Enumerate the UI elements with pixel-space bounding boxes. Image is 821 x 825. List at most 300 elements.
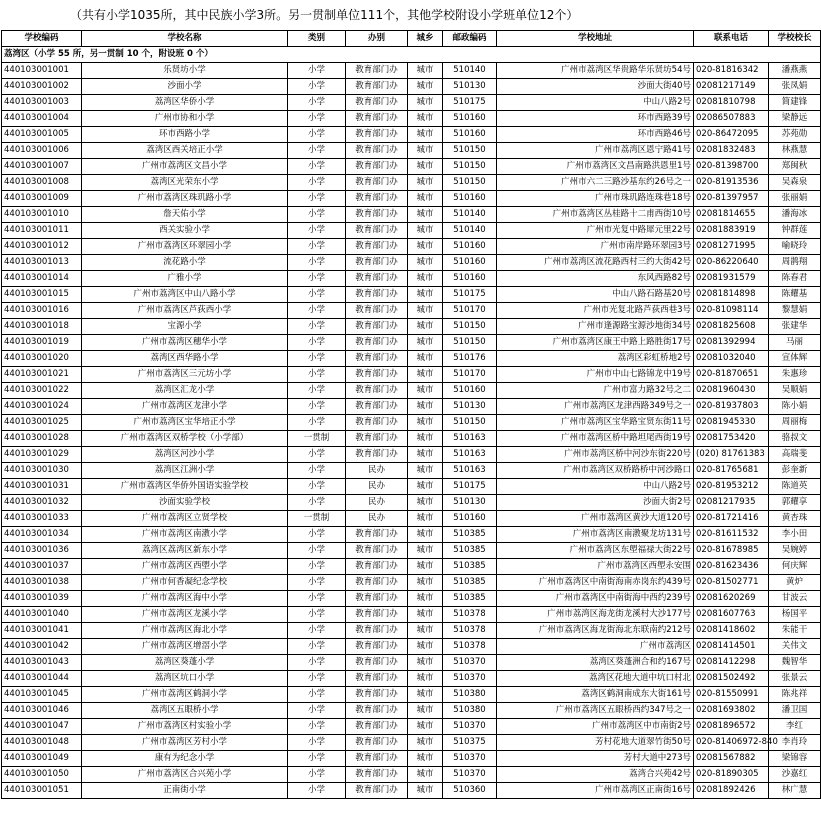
cell-category: 小学 xyxy=(288,543,346,559)
page-title: （共有小学1035所，其中民族小学3所。另一贯制单位111个，其他学校附设小学班单位12个） xyxy=(70,8,579,22)
cell-category: 小学 xyxy=(288,79,346,95)
table-row xyxy=(2,527,821,543)
cell-school-name: 宝源小学 xyxy=(82,319,288,335)
cell-school-name: 广州市荔湾区双桥学校（小学部） xyxy=(82,431,288,447)
cell-address: 广州市光复中路犀元里22号 xyxy=(497,223,694,239)
cell-postcode: 510160 xyxy=(443,271,497,287)
cell-phone: 02081832483 xyxy=(694,143,769,159)
district-row xyxy=(2,47,821,63)
cell-school-code: 440103001047 xyxy=(2,719,82,735)
cell-postcode: 510160 xyxy=(443,383,497,399)
cell-principal: 梁静远 xyxy=(769,111,821,127)
cell-address: 广州市荔湾区中南街海中西约239号 xyxy=(497,591,694,607)
cell-school-name: 荔湾区西关培正小学 xyxy=(82,143,288,159)
cell-postcode: 510163 xyxy=(443,463,497,479)
cell-organizer: 教育部门办 xyxy=(346,607,408,623)
cell-school-code: 440103001029 xyxy=(2,447,82,463)
cell-organizer: 教育部门办 xyxy=(346,447,408,463)
cell-organizer: 教育部门办 xyxy=(346,63,408,79)
cell-organizer: 教育部门办 xyxy=(346,335,408,351)
cell-principal: 杨国平 xyxy=(769,607,821,623)
cell-urban-rural: 城市 xyxy=(408,783,443,799)
cell-organizer: 教育部门办 xyxy=(346,415,408,431)
table-row xyxy=(2,575,821,591)
cell-category: 小学 xyxy=(288,63,346,79)
cell-address: 广州市荔湾区中市南街2号 xyxy=(497,719,694,735)
cell-category: 小学 xyxy=(288,367,346,383)
cell-principal: 李肖玲 xyxy=(769,735,821,751)
table-row xyxy=(2,143,821,159)
cell-school-name: 广州市荔湾区海中小学 xyxy=(82,591,288,607)
cell-phone: 02081392994 xyxy=(694,335,769,351)
cell-urban-rural: 城市 xyxy=(408,703,443,719)
cell-category: 小学 xyxy=(288,207,346,223)
cell-organizer: 教育部门办 xyxy=(346,783,408,799)
cell-category: 小学 xyxy=(288,655,346,671)
table-row xyxy=(2,559,821,575)
cell-address: 广州市荔湾区流花路西村三约大街42号 xyxy=(497,255,694,271)
cell-postcode: 510140 xyxy=(443,223,497,239)
cell-phone: 02081814898 xyxy=(694,287,769,303)
cell-school-code: 440103001032 xyxy=(2,495,82,511)
cell-category: 小学 xyxy=(288,671,346,687)
cell-principal: 黄杏珠 xyxy=(769,511,821,527)
cell-urban-rural: 城市 xyxy=(408,431,443,447)
cell-school-code: 440103001025 xyxy=(2,415,82,431)
table-row xyxy=(2,639,821,655)
table-row xyxy=(2,783,821,799)
cell-principal: 张丽娟 xyxy=(769,191,821,207)
cell-school-name: 广州市荔湾区芦荻西小学 xyxy=(82,303,288,319)
cell-phone: 020-81913536 xyxy=(694,175,769,191)
cell-school-name: 荔湾区河沙小学 xyxy=(82,447,288,463)
cell-organizer: 教育部门办 xyxy=(346,95,408,111)
cell-phone: 02081418602 xyxy=(694,623,769,639)
cell-postcode: 510163 xyxy=(443,447,497,463)
cell-urban-rural: 城市 xyxy=(408,271,443,287)
cell-address: 广州市荔湾区正南街16号 xyxy=(497,783,694,799)
table-row xyxy=(2,79,821,95)
cell-category: 小学 xyxy=(288,383,346,399)
cell-school-code: 440103001042 xyxy=(2,639,82,655)
cell-organizer: 教育部门办 xyxy=(346,143,408,159)
table-row xyxy=(2,495,821,511)
cell-school-code: 440103001037 xyxy=(2,559,82,575)
cell-school-code: 440103001033 xyxy=(2,511,82,527)
cell-postcode: 510170 xyxy=(443,367,497,383)
cell-school-name: 广州市荔湾区环翠园小学 xyxy=(82,239,288,255)
table-row xyxy=(2,159,821,175)
cell-school-code: 440103001020 xyxy=(2,351,82,367)
table-row xyxy=(2,383,821,399)
cell-organizer: 教育部门办 xyxy=(346,111,408,127)
table-row xyxy=(2,687,821,703)
cell-phone: 020-81937803 xyxy=(694,399,769,415)
cell-school-code: 440103001048 xyxy=(2,735,82,751)
cell-principal: 张凤娟 xyxy=(769,79,821,95)
cell-school-name: 荔湾区五眼桥小学 xyxy=(82,703,288,719)
cell-address: 广州市荔湾区双桥路桥中河沙路口 xyxy=(497,463,694,479)
cell-school-name: 广州市荔湾区龙津小学 xyxy=(82,399,288,415)
cell-school-name: 沙面小学 xyxy=(82,79,288,95)
cell-phone: 020-81611532 xyxy=(694,527,769,543)
cell-category: 小学 xyxy=(288,111,346,127)
cell-category: 小学 xyxy=(288,191,346,207)
cell-school-code: 440103001018 xyxy=(2,319,82,335)
cell-postcode: 510175 xyxy=(443,95,497,111)
cell-school-name: 荔湾区葵蓬小学 xyxy=(82,655,288,671)
cell-principal: 李小田 xyxy=(769,527,821,543)
cell-urban-rural: 城市 xyxy=(408,351,443,367)
cell-address: 广州市荔湾区恩宁路41号 xyxy=(497,143,694,159)
cell-school-code: 440103001034 xyxy=(2,527,82,543)
cell-address: 荔湾合兴苑42号 xyxy=(497,767,694,783)
cell-postcode: 510370 xyxy=(443,767,497,783)
cell-phone: 020-86472095 xyxy=(694,127,769,143)
header-address: 学校地址 xyxy=(497,31,694,47)
cell-phone: 02081412298 xyxy=(694,655,769,671)
cell-urban-rural: 城市 xyxy=(408,447,443,463)
cell-postcode: 510140 xyxy=(443,63,497,79)
cell-phone: 020-81721416 xyxy=(694,511,769,527)
cell-school-name: 沙面实验学校 xyxy=(82,495,288,511)
cell-category: 小学 xyxy=(288,719,346,735)
cell-school-code: 440103001049 xyxy=(2,751,82,767)
cell-phone: 02081825608 xyxy=(694,319,769,335)
table-row xyxy=(2,335,821,351)
table-row xyxy=(2,463,821,479)
cell-phone: 02081892426 xyxy=(694,783,769,799)
cell-organizer: 教育部门办 xyxy=(346,207,408,223)
cell-urban-rural: 城市 xyxy=(408,623,443,639)
cell-school-name: 环市西路小学 xyxy=(82,127,288,143)
cell-phone: 020-81890305 xyxy=(694,767,769,783)
header-postcode: 邮政编码 xyxy=(443,31,497,47)
table-row xyxy=(2,63,821,79)
table-row xyxy=(2,623,821,639)
cell-postcode: 510378 xyxy=(443,639,497,655)
cell-principal: 张景云 xyxy=(769,671,821,687)
cell-principal: 朱惠珍 xyxy=(769,367,821,383)
cell-address: 芳村大道中273号 xyxy=(497,751,694,767)
cell-phone: 02081693802 xyxy=(694,703,769,719)
cell-urban-rural: 城市 xyxy=(408,367,443,383)
cell-urban-rural: 城市 xyxy=(408,607,443,623)
cell-address: 广州市荔湾区桥中河沙东街220号 xyxy=(497,447,694,463)
cell-address: 广州市南岸路环翠园3号 xyxy=(497,239,694,255)
cell-school-code: 440103001019 xyxy=(2,335,82,351)
cell-school-code: 440103001014 xyxy=(2,271,82,287)
cell-school-name: 广州市协和小学 xyxy=(82,111,288,127)
cell-principal: 喻晓玲 xyxy=(769,239,821,255)
cell-postcode: 510160 xyxy=(443,511,497,527)
cell-address: 荔湾区花地大道中坑口村北 xyxy=(497,671,694,687)
cell-school-code: 440103001011 xyxy=(2,223,82,239)
cell-urban-rural: 城市 xyxy=(408,79,443,95)
cell-school-code: 440103001009 xyxy=(2,191,82,207)
cell-school-name: 广州市荔湾区中山八路小学 xyxy=(82,287,288,303)
cell-school-code: 440103001001 xyxy=(2,63,82,79)
cell-phone: 020-86220640 xyxy=(694,255,769,271)
cell-address: 广州市六二三路沙基东约26号之一 xyxy=(497,175,694,191)
cell-category: 小学 xyxy=(288,159,346,175)
cell-principal: 潘燕燕 xyxy=(769,63,821,79)
cell-school-name: 荔湾区江洲小学 xyxy=(82,463,288,479)
cell-urban-rural: 城市 xyxy=(408,287,443,303)
cell-school-name: 广州市荔湾区穗华小学 xyxy=(82,335,288,351)
cell-urban-rural: 城市 xyxy=(408,239,443,255)
cell-address: 广州市荔湾区宝华路宝贤东街11号 xyxy=(497,415,694,431)
school-table xyxy=(1,30,821,799)
cell-school-code: 440103001013 xyxy=(2,255,82,271)
header-phone: 联系电话 xyxy=(694,31,769,47)
cell-category: 小学 xyxy=(288,783,346,799)
cell-school-name: 广州市荔湾区三元坊小学 xyxy=(82,367,288,383)
cell-school-name: 荔湾区荔湾区新东小学 xyxy=(82,543,288,559)
cell-category: 小学 xyxy=(288,751,346,767)
cell-category: 小学 xyxy=(288,463,346,479)
cell-postcode: 510150 xyxy=(443,415,497,431)
cell-urban-rural: 城市 xyxy=(408,399,443,415)
cell-organizer: 民办 xyxy=(346,495,408,511)
cell-category: 小学 xyxy=(288,175,346,191)
header-school-code: 学校编码 xyxy=(2,31,82,47)
cell-postcode: 510163 xyxy=(443,431,497,447)
header-organizer: 办别 xyxy=(346,31,408,47)
cell-phone: 02081607763 xyxy=(694,607,769,623)
cell-organizer: 教育部门办 xyxy=(346,239,408,255)
cell-address: 荔湾区鹤洞南成东大街161号 xyxy=(497,687,694,703)
cell-address: 广州市荔湾区桥中路坦尾西街19号 xyxy=(497,431,694,447)
cell-category: 小学 xyxy=(288,479,346,495)
cell-category: 一贯制 xyxy=(288,511,346,527)
table-row xyxy=(2,191,821,207)
table-row xyxy=(2,351,821,367)
cell-urban-rural: 城市 xyxy=(408,159,443,175)
cell-postcode: 510160 xyxy=(443,127,497,143)
cell-organizer: 教育部门办 xyxy=(346,127,408,143)
cell-phone: 02081620269 xyxy=(694,591,769,607)
table-row xyxy=(2,271,821,287)
cell-organizer: 教育部门办 xyxy=(346,271,408,287)
cell-postcode: 510140 xyxy=(443,207,497,223)
cell-urban-rural: 城市 xyxy=(408,223,443,239)
cell-school-name: 广州市何香凝纪念学校 xyxy=(82,575,288,591)
cell-principal: 朱能干 xyxy=(769,623,821,639)
cell-category: 小学 xyxy=(288,95,346,111)
cell-organizer: 教育部门办 xyxy=(346,399,408,415)
cell-phone: 020-81870651 xyxy=(694,367,769,383)
cell-phone: 02081810798 xyxy=(694,95,769,111)
cell-postcode: 510378 xyxy=(443,623,497,639)
header-principal: 学校校长 xyxy=(769,31,821,47)
cell-organizer: 教育部门办 xyxy=(346,175,408,191)
cell-category: 小学 xyxy=(288,399,346,415)
cell-address: 荔湾区彩虹桥地2号 xyxy=(497,351,694,367)
cell-school-code: 440103001036 xyxy=(2,543,82,559)
cell-postcode: 510176 xyxy=(443,351,497,367)
cell-address: 广州市逢源路宝源沙地街34号 xyxy=(497,319,694,335)
cell-category: 小学 xyxy=(288,239,346,255)
cell-phone: 02081032040 xyxy=(694,351,769,367)
cell-postcode: 510170 xyxy=(443,303,497,319)
cell-postcode: 510378 xyxy=(443,607,497,623)
cell-phone: 020-81406972-840 xyxy=(694,735,769,751)
cell-principal: 陈兆祥 xyxy=(769,687,821,703)
cell-postcode: 510380 xyxy=(443,703,497,719)
cell-urban-rural: 城市 xyxy=(408,719,443,735)
cell-school-code: 440103001003 xyxy=(2,95,82,111)
table-row xyxy=(2,671,821,687)
cell-urban-rural: 城市 xyxy=(408,655,443,671)
cell-school-code: 440103001050 xyxy=(2,767,82,783)
cell-postcode: 510375 xyxy=(443,735,497,751)
cell-postcode: 510380 xyxy=(443,687,497,703)
cell-school-name: 荔湾区汇龙小学 xyxy=(82,383,288,399)
cell-school-name: 广州市荔湾区南漖小学 xyxy=(82,527,288,543)
cell-urban-rural: 城市 xyxy=(408,127,443,143)
table-row xyxy=(2,703,821,719)
cell-category: 小学 xyxy=(288,447,346,463)
cell-phone: 020-81098114 xyxy=(694,303,769,319)
cell-urban-rural: 城市 xyxy=(408,383,443,399)
cell-organizer: 教育部门办 xyxy=(346,383,408,399)
cell-principal: 简建锋 xyxy=(769,95,821,111)
cell-organizer: 教育部门办 xyxy=(346,303,408,319)
cell-phone: 02081960430 xyxy=(694,383,769,399)
cell-postcode: 510385 xyxy=(443,559,497,575)
cell-phone: 02081217935 xyxy=(694,495,769,511)
cell-address: 广州市荔湾区文昌南路洪恩里1号 xyxy=(497,159,694,175)
cell-phone: 02081217149 xyxy=(694,79,769,95)
table-row xyxy=(2,511,821,527)
header-category: 类别 xyxy=(288,31,346,47)
cell-urban-rural: 城市 xyxy=(408,559,443,575)
cell-address: 中山八路2号 xyxy=(497,479,694,495)
cell-principal: 周鹊翔 xyxy=(769,255,821,271)
cell-postcode: 510175 xyxy=(443,287,497,303)
cell-urban-rural: 城市 xyxy=(408,63,443,79)
cell-postcode: 510160 xyxy=(443,255,497,271)
cell-school-name: 广州市荔湾区宝华培正小学 xyxy=(82,415,288,431)
cell-category: 小学 xyxy=(288,319,346,335)
cell-organizer: 教育部门办 xyxy=(346,719,408,735)
cell-organizer: 教育部门办 xyxy=(346,591,408,607)
table-row xyxy=(2,767,821,783)
cell-address: 荔湾区葵蓬洲合和约167号 xyxy=(497,655,694,671)
cell-principal: 潘卫国 xyxy=(769,703,821,719)
cell-school-code: 440103001039 xyxy=(2,591,82,607)
cell-organizer: 教育部门办 xyxy=(346,575,408,591)
cell-urban-rural: 城市 xyxy=(408,687,443,703)
cell-principal: 马丽 xyxy=(769,335,821,351)
cell-principal: 林广慧 xyxy=(769,783,821,799)
cell-address: 广州市荔湾区 xyxy=(497,639,694,655)
cell-category: 小学 xyxy=(288,223,346,239)
cell-category: 小学 xyxy=(288,607,346,623)
table-row xyxy=(2,543,821,559)
cell-postcode: 510130 xyxy=(443,495,497,511)
cell-organizer: 教育部门办 xyxy=(346,159,408,175)
cell-school-name: 正南街小学 xyxy=(82,783,288,799)
cell-principal: 陈小娟 xyxy=(769,399,821,415)
cell-phone: 02081896572 xyxy=(694,719,769,735)
cell-principal: 李红 xyxy=(769,719,821,735)
table-row xyxy=(2,239,821,255)
cell-address: 广州市荔湾区黄沙大道120号 xyxy=(497,511,694,527)
cell-category: 一贯制 xyxy=(288,431,346,447)
cell-school-name: 广州市荔湾区西塱小学 xyxy=(82,559,288,575)
cell-principal: 黄炉 xyxy=(769,575,821,591)
cell-postcode: 510160 xyxy=(443,191,497,207)
cell-school-code: 440103001046 xyxy=(2,703,82,719)
cell-postcode: 510130 xyxy=(443,79,497,95)
cell-category: 小学 xyxy=(288,495,346,511)
cell-school-name: 广州市荔湾区芳村小学 xyxy=(82,735,288,751)
table-row xyxy=(2,655,821,671)
cell-category: 小学 xyxy=(288,143,346,159)
cell-address: 环市西路39号 xyxy=(497,111,694,127)
cell-principal: 骆叔文 xyxy=(769,431,821,447)
cell-category: 小学 xyxy=(288,287,346,303)
cell-category: 小学 xyxy=(288,559,346,575)
cell-address: 芳村花地大道翠竹街50号 xyxy=(497,735,694,751)
cell-category: 小学 xyxy=(288,735,346,751)
cell-school-code: 440103001005 xyxy=(2,127,82,143)
cell-urban-rural: 城市 xyxy=(408,335,443,351)
cell-school-name: 荔湾区光荣东小学 xyxy=(82,175,288,191)
cell-principal: 潘海冰 xyxy=(769,207,821,223)
cell-urban-rural: 城市 xyxy=(408,591,443,607)
cell-address: 中山八路石路基20号 xyxy=(497,287,694,303)
table-row xyxy=(2,303,821,319)
cell-phone: 02081931579 xyxy=(694,271,769,287)
cell-school-code: 440103001040 xyxy=(2,607,82,623)
cell-phone: (020) 81761383 xyxy=(694,447,769,463)
cell-urban-rural: 城市 xyxy=(408,111,443,127)
cell-school-name: 康有为纪念小学 xyxy=(82,751,288,767)
cell-address: 东风西路82号 xyxy=(497,271,694,287)
cell-organizer: 教育部门办 xyxy=(346,223,408,239)
cell-principal: 沙嘉红 xyxy=(769,767,821,783)
cell-postcode: 510150 xyxy=(443,335,497,351)
cell-principal: 宣体辉 xyxy=(769,351,821,367)
cell-school-code: 440103001043 xyxy=(2,655,82,671)
cell-urban-rural: 城市 xyxy=(408,319,443,335)
cell-organizer: 教育部门办 xyxy=(346,559,408,575)
cell-organizer: 教育部门办 xyxy=(346,767,408,783)
cell-school-name: 流花路小学 xyxy=(82,255,288,271)
table-row xyxy=(2,207,821,223)
cell-school-code: 440103001022 xyxy=(2,383,82,399)
cell-urban-rural: 城市 xyxy=(408,639,443,655)
cell-organizer: 教育部门办 xyxy=(346,639,408,655)
cell-organizer: 教育部门办 xyxy=(346,527,408,543)
cell-organizer: 教育部门办 xyxy=(346,655,408,671)
district-label: 荔湾区（小学 55 所，另一贯制 10 个，附设班 0 个） xyxy=(2,47,821,63)
cell-organizer: 教育部门办 xyxy=(346,431,408,447)
cell-school-code: 440103001051 xyxy=(2,783,82,799)
cell-principal: 梁锦容 xyxy=(769,751,821,767)
cell-school-name: 荔湾区西华路小学 xyxy=(82,351,288,367)
cell-school-code: 440103001044 xyxy=(2,671,82,687)
cell-principal: 钟群莲 xyxy=(769,223,821,239)
cell-postcode: 510385 xyxy=(443,575,497,591)
table-row xyxy=(2,127,821,143)
cell-phone: 02081414501 xyxy=(694,639,769,655)
cell-organizer: 教育部门办 xyxy=(346,687,408,703)
cell-organizer: 教育部门办 xyxy=(346,623,408,639)
